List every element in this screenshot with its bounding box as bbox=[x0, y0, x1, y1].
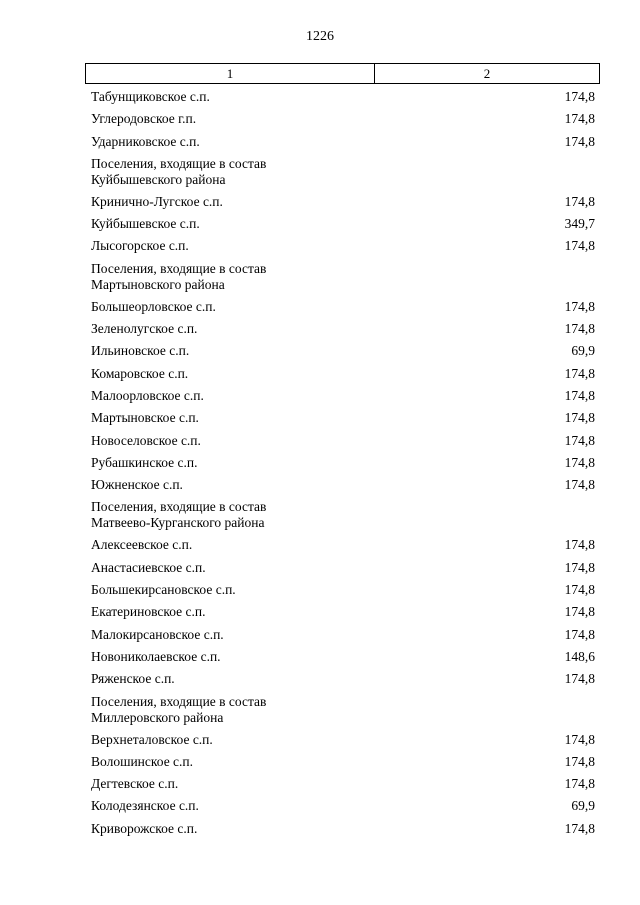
table-row bbox=[91, 131, 595, 153]
table-row bbox=[91, 773, 595, 795]
group-heading-row bbox=[91, 691, 595, 729]
group-heading-row bbox=[91, 496, 595, 534]
table-row bbox=[91, 534, 595, 556]
table-row bbox=[91, 624, 595, 646]
amount-value: 174,8 bbox=[564, 604, 595, 620]
group-heading-row bbox=[91, 258, 595, 296]
settlement-name: Комаровское с.п. bbox=[91, 365, 189, 381]
amount-value: 174,8 bbox=[564, 111, 595, 127]
table-row bbox=[91, 363, 595, 385]
amount-value: 174,8 bbox=[564, 365, 595, 381]
amount-value: 174,8 bbox=[564, 321, 595, 337]
table-row bbox=[91, 474, 595, 496]
settlement-name: Большеорловское с.п. bbox=[91, 298, 216, 314]
group-heading: Поселения, входящие в состав Куйбышевского района bbox=[91, 155, 267, 187]
amount-value: 174,8 bbox=[564, 298, 595, 314]
table-row bbox=[91, 579, 595, 601]
settlement-name: Зеленолугское с.п. bbox=[91, 321, 198, 337]
table-row bbox=[91, 385, 595, 407]
settlement-name: Лысогорское с.п. bbox=[91, 238, 189, 254]
table-row bbox=[91, 646, 595, 668]
settlement-name: Ударниковское с.п. bbox=[91, 133, 200, 149]
table-body bbox=[91, 86, 595, 840]
settlement-name: Екатериновское с.п. bbox=[91, 604, 206, 620]
table-row bbox=[91, 235, 595, 257]
group-heading: Поселения, входящие в состав Матвеево-Курганского района bbox=[91, 499, 267, 531]
table-row bbox=[91, 668, 595, 690]
settlement-name: Большекирсановское с.п. bbox=[91, 582, 236, 598]
settlement-name: Криворожское с.п. bbox=[91, 820, 198, 836]
settlement-name: Табунщиковское с.п. bbox=[91, 89, 210, 104]
amount-value: 148,6 bbox=[564, 648, 595, 664]
table-header bbox=[85, 63, 600, 84]
amount-value: 174,8 bbox=[564, 559, 595, 575]
table-row bbox=[91, 430, 595, 452]
amount-value: 174,8 bbox=[564, 477, 595, 493]
settlement-name: Мартыновское с.п. bbox=[91, 410, 199, 426]
amount-value: 174,8 bbox=[564, 238, 595, 254]
settlement-name: Новониколаевское с.п. bbox=[91, 648, 221, 664]
settlement-name: Ряженское с.п. bbox=[91, 671, 175, 687]
amount-value: 174,8 bbox=[564, 89, 595, 104]
settlement-name: Анастасиевское с.п. bbox=[91, 559, 206, 575]
settlement-name: Южненское с.п. bbox=[91, 477, 183, 493]
table-row bbox=[91, 407, 595, 429]
table-row bbox=[91, 452, 595, 474]
table-row bbox=[91, 557, 595, 579]
amount-value: 174,8 bbox=[564, 671, 595, 687]
settlement-name: Углеродовское г.п. bbox=[91, 111, 197, 127]
group-heading: Поселения, входящие в состав Мартыновского района bbox=[91, 260, 267, 292]
settlement-name: Дегтевское с.п. bbox=[91, 776, 179, 792]
group-heading: Поселения, входящие в состав Миллеровского района bbox=[91, 693, 267, 725]
table-row bbox=[91, 795, 595, 817]
settlement-name: Ильиновское с.п. bbox=[91, 343, 190, 359]
amount-value: 69,9 bbox=[571, 343, 595, 359]
amount-value: 174,8 bbox=[564, 193, 595, 209]
table-row bbox=[91, 296, 595, 318]
settlement-name: Кринично-Лугское с.п. bbox=[91, 193, 223, 209]
amount-value: 174,8 bbox=[564, 582, 595, 598]
amount-value: 174,8 bbox=[564, 537, 595, 553]
settlement-name: Колодезянское с.п. bbox=[91, 798, 199, 814]
settlement-name: Малоорловское с.п. bbox=[91, 387, 204, 403]
amount-value: 174,8 bbox=[564, 410, 595, 426]
page-number: 1226 bbox=[306, 29, 334, 44]
amount-value: 349,7 bbox=[564, 216, 595, 232]
table-row bbox=[91, 213, 595, 235]
table-row bbox=[91, 729, 595, 751]
table-row bbox=[91, 191, 595, 213]
table-row bbox=[91, 818, 595, 840]
table-row bbox=[91, 108, 595, 130]
table-row bbox=[91, 751, 595, 773]
group-heading-row bbox=[91, 153, 595, 191]
settlement-name: Рубашкинское с.п. bbox=[91, 454, 198, 470]
amount-value: 174,8 bbox=[564, 626, 595, 642]
table-row bbox=[91, 318, 595, 340]
amount-value: 174,8 bbox=[564, 753, 595, 769]
settlement-name: Алексеевское с.п. bbox=[91, 537, 193, 553]
column-header-2: 2 bbox=[483, 66, 491, 81]
settlement-name: Верхнеталовское с.п. bbox=[91, 731, 213, 747]
amount-value: 174,8 bbox=[564, 776, 595, 792]
settlement-name: Волошинское с.п. bbox=[91, 753, 194, 769]
amount-value: 174,8 bbox=[564, 731, 595, 747]
table-row bbox=[91, 601, 595, 623]
amount-value: 174,8 bbox=[564, 820, 595, 836]
amount-value: 69,9 bbox=[571, 798, 595, 814]
table-row bbox=[91, 340, 595, 362]
table-row bbox=[91, 86, 595, 108]
amount-value: 174,8 bbox=[564, 454, 595, 470]
settlement-name: Куйбышевское с.п. bbox=[91, 216, 200, 232]
column-header-1: 1 bbox=[86, 64, 375, 83]
settlement-name: Новоселовское с.п. bbox=[91, 432, 201, 448]
settlement-name: Малокирсановское с.п. bbox=[91, 626, 224, 642]
amount-value: 174,8 bbox=[564, 387, 595, 403]
amount-value: 174,8 bbox=[564, 432, 595, 448]
amount-value: 174,8 bbox=[564, 133, 595, 149]
